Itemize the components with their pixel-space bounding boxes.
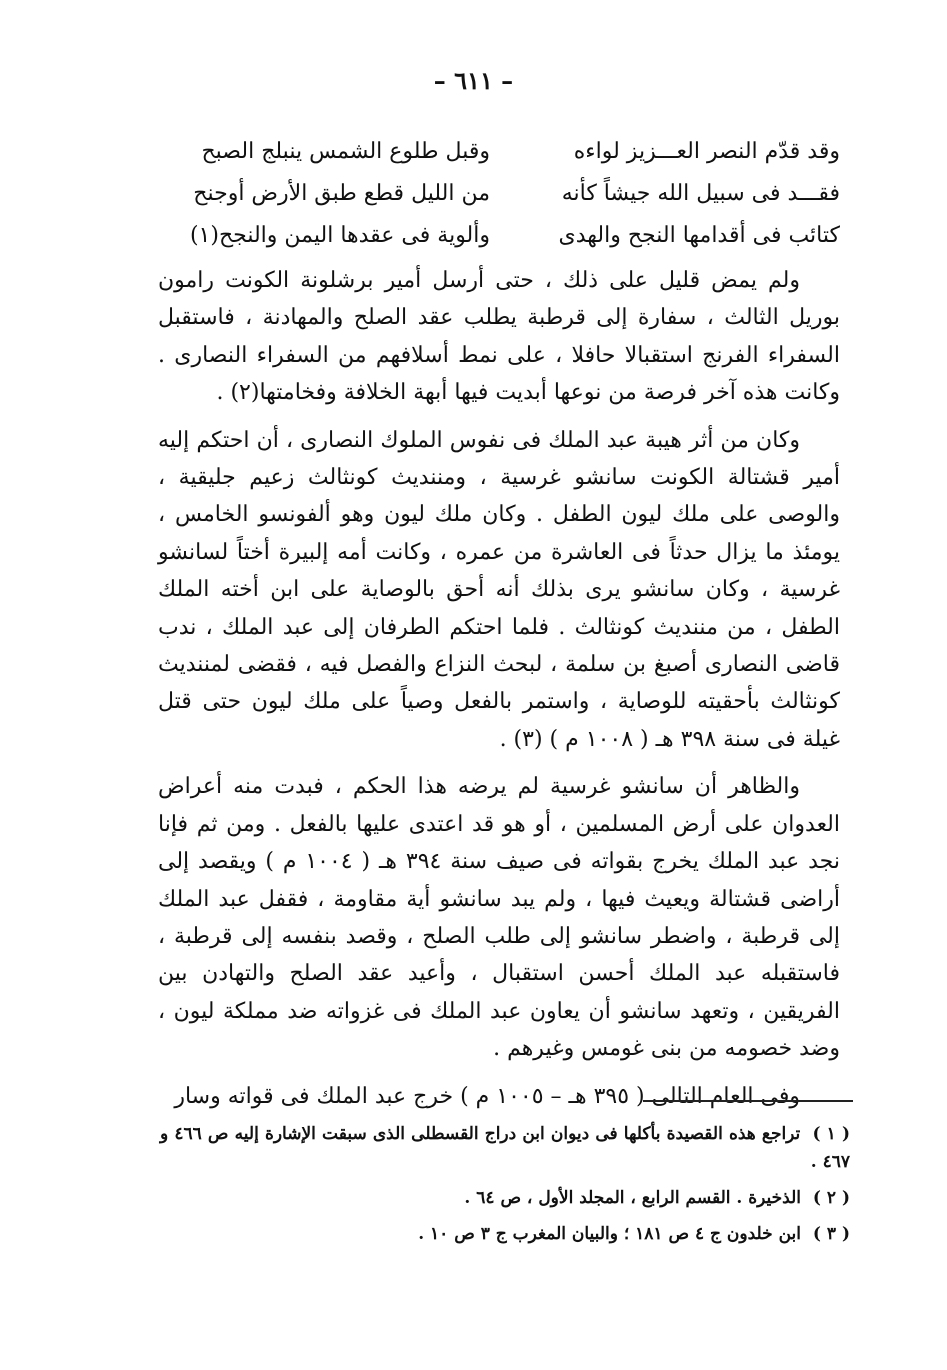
footnote-separator: [643, 1100, 853, 1102]
poem-first-hemistich: وقد قدّم النصر العـــزيز لواءه: [573, 138, 840, 164]
paragraph: ولم يمض قليل على ذلك ، حتى أرسل أمير برشلونة الكونت رامون بوريل الثالث ، سفارة إلى قرطبة يطلب عقد الصلح والمهادنة ، فاستقبل السفراء الفرنج استقبالا حافلا ، على نمط أسلافهم من السفراء النصارى . وكانت هذه آخر فرصة من نوعها أبديت فيها أبهة الخلافة وفخامتها(٢) .: [158, 268, 840, 406]
paragraph: والظاهر أن سانشو غرسية لم يرضه هذا الحكم ، فبدت منه أعراض العدوان على أرض المسلمين ، أو هو قد اعتدى عليها بالفعل . ومن ثم فإنا نجد عبد الملك يخرج بقواته فى صيف سنة ٣٩٤ هـ ( ١٠٠٤ م ) ويقصد إلى أراضى قشتالة ويعيث فيها ، ولم يبد سانشو أية مقاومة ، فقفل عبد الملك إلى قرطبة ، واضطر سانشو إلى طلب الصلح ، وقصد بنفسه إلى قرطبة ، فاستقبله عبد الملك أحسن استقبال ، وأعيد عقد الصلح والتهادن بين الفريقين ، وتعهد سانشو أن يعاون عبد الملك فى غزواته ضد مملكة ليون ، وضد خصومه من بنى غومس وغيرهم .: [158, 774, 840, 1062]
footnote-text: الذخيرة . القسم الرابع ، المجلد الأول ، ص ٦٤ .: [464, 1188, 801, 1208]
footnote-number: ( ٣ ): [812, 1224, 850, 1244]
footnote: [160, 1120, 850, 1176]
footnote: [160, 1184, 850, 1212]
poem-second-hemistich: من الليل قطع طبق الأرض أوجنح: [193, 180, 490, 206]
poem-line: [160, 214, 840, 256]
footnote-number: ( ٢ ): [812, 1188, 850, 1208]
paragraph: وفى العام التالى ( ٣٩٥ هـ – ١٠٠٥ م ) خرج عبد الملك فى قواته وسار: [174, 1083, 800, 1109]
poem-line: [160, 130, 840, 172]
poem-first-hemistich: فقـــد فى سبيل الله جيشاً كأنه: [561, 180, 840, 206]
poem-second-hemistich: وقبل طلوع الشمس ينبلج الصبح: [201, 138, 490, 164]
footnote: [160, 1220, 850, 1248]
footnote-text: تراجع هذه القصيدة بأكلها فى ديوان ابن دراج القسطلى الذى سبقت الإشارة إليه ص ٤٦٦ و ٤٦٧ .: [160, 1124, 850, 1172]
footnote-number: ( ١ ): [812, 1124, 850, 1144]
page-number: – ٦١١ –: [433, 66, 514, 95]
paragraph: وكان من أثر هيبة عبد الملك فى نفوس الملوك النصارى ، أن احتكم إليه أمير قشتالة الكونت سانشو غرسية ، ومننديث كونثالث زعيم جليقية ، والوصى على ملك ليون الطفل . وكان ملك ليون وهو ألفونسو الخامس ، يومئذ ما يزال حدثاً فى العاشرة من عمره ، وكانت أمه إلبيرة أختاً لسانشو غرسية ، وكان سانشو يرى بذلك أنه أحق بالوصاية على ابن أخته الملك الطفل ، من مننديث كونثالث . فلما احتكم الطرفان إلى عبد الملك ، ندب قاضى النصارى أصبغ بن سلمة ، لبحث النزاع والفصل فيه ، فقضى لمننديث كونثالث بأحقيته للوصاية ، واستمر بالفعل وصياً على ملك ليون حتى قتل غيلة فى سنة ٣٩٨ هـ ( ١٠٠٨ م ) (٣) .: [158, 427, 840, 752]
poem-block: [160, 130, 840, 256]
poem-second-hemistich: وألوية فى عقدها اليمن والنجح(١): [189, 222, 490, 248]
footnote-text: ابن خلدون ج ٤ ص ١٨١ ؛ والبيان المغرب ج ٣ ص ١٠ .: [418, 1224, 801, 1244]
body-text: [158, 262, 840, 1125]
footnotes: [160, 1120, 850, 1256]
poem-first-hemistich: كتائب فى أقدامها النجح والهدى: [558, 222, 840, 248]
poem-line: [160, 172, 840, 214]
